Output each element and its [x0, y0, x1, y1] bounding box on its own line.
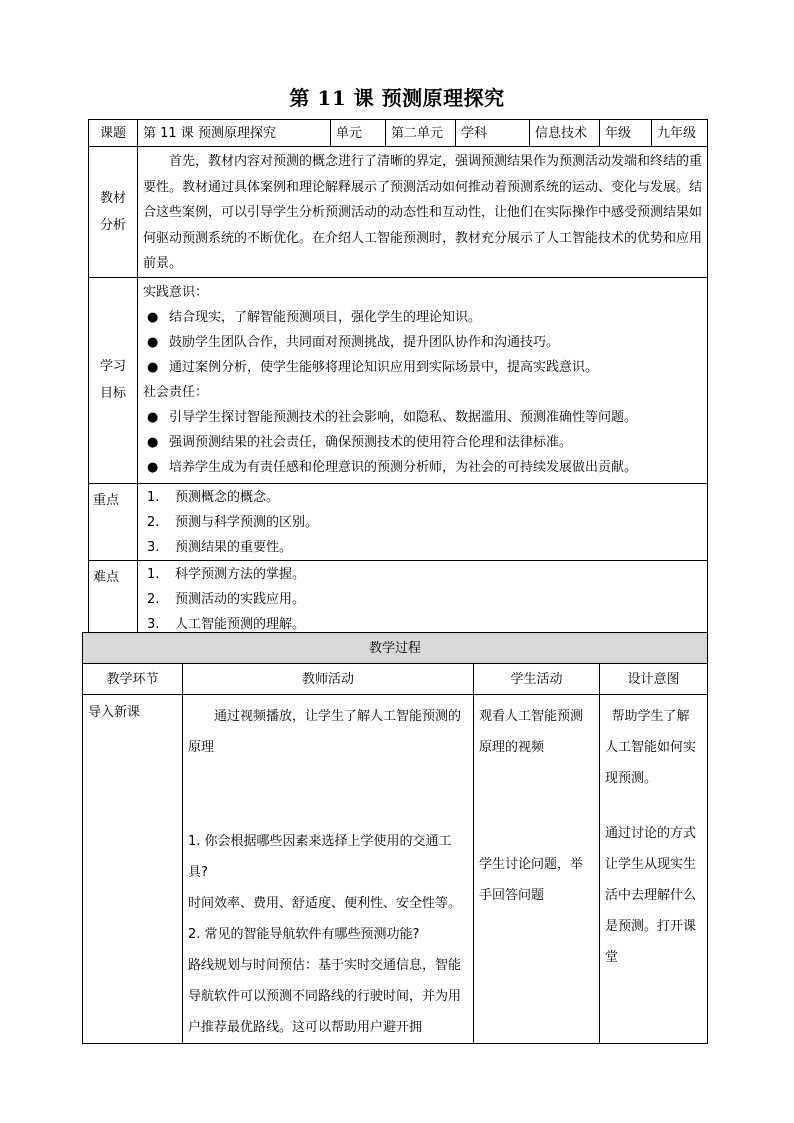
- teaching-process-table: [82, 632, 708, 1044]
- student-activity-2: 学生讨论问题，举手回答问题: [479, 857, 584, 903]
- goals-row: [89, 277, 708, 483]
- spacer: [605, 794, 702, 818]
- practice-item: ● 鼓励学生团队合作，共同面对预测挑战，提升团队协作和沟通技巧。: [143, 330, 702, 355]
- analysis-text: 首先，教材内容对预测的概念进行了清晰的界定，强调预测结果作为预测活动发端和终结的重要性。教材通过具体案例和理论解释展示了预测活动如何推动着预测系统的运动、变化与发展。结合这些案例，可以引导学生分析预测活动的动态性和互动性，让他们在实际操作中感受预测结果如何驱动预测系统的不断优化。在介绍人工智能预测时，教材充分展示了人工智能技术的优势和应用前景。: [143, 154, 703, 271]
- process-title: 教学过程: [83, 633, 708, 664]
- lesson-info-table: [88, 119, 708, 638]
- teacher-question-2: 2. 常见的智能导航软件有哪些预测功能?: [188, 927, 420, 942]
- social-item: ● 引导学生探讨智能预测技术的社会影响，如隐私、数据滥用、预测准确性等问题。: [143, 405, 702, 430]
- bullet-icon: ●: [147, 309, 159, 325]
- difficulty-item: 2. 预测活动的实践应用。: [147, 591, 306, 607]
- difficulties-row: [89, 560, 708, 637]
- process-title-row: [83, 633, 708, 664]
- goals-label-2: 目标: [99, 386, 126, 401]
- spacer: [479, 763, 594, 849]
- key-point-item: 3. 预测结果的重要性。: [147, 539, 293, 555]
- grade-label: 年级: [600, 120, 652, 147]
- topic-label: 课题: [89, 120, 138, 147]
- student-activity-1: 观看人工智能预测原理的视频: [479, 709, 584, 755]
- social-item: ● 强调预测结果的社会责任，确保预测技术的使用符合伦理和法律标准。: [143, 430, 702, 455]
- key-point-item: 2. 预测与科学预测的区别。: [147, 514, 319, 530]
- analysis-label: [89, 147, 138, 278]
- topic-value: 第 11 课 预测原理探究: [138, 120, 331, 147]
- info-row: [89, 120, 708, 147]
- analysis-label-2: 分析: [99, 217, 126, 233]
- bullet-icon: ●: [147, 334, 159, 350]
- process-header-row: [83, 664, 708, 695]
- social-item: ● 培养学生成为有责任感和伦理意识的预测分析师，为社会的可持续发展做出贡献。: [143, 455, 702, 480]
- subject-label: 学科: [456, 120, 530, 147]
- spacer: [188, 763, 468, 826]
- bullet-icon: ●: [147, 359, 159, 375]
- difficulties-label: 难点: [89, 560, 138, 637]
- goals-label-1: 学习: [99, 359, 126, 374]
- header-teacher: 教师活动: [183, 664, 474, 695]
- process-row: [83, 695, 708, 1044]
- key-points-row: [89, 483, 708, 560]
- practice-item: ● 结合现实，了解智能预测项目，强化学生的理论知识。: [143, 305, 702, 330]
- teacher-activity-cell: [183, 695, 474, 1044]
- intent-2: 通过讨论的方式让学生从现实生活中去理解什么是预测。打开课堂: [605, 826, 697, 965]
- teacher-answer-1: 时间效率、费用、舒适度、便利性、安全性等。: [188, 896, 462, 911]
- intent-cell: [600, 695, 708, 1044]
- teacher-question-1: 1. 你会根据哪些因素来选择上学使用的交通工具?: [188, 834, 452, 880]
- practice-title: 实践意识：: [143, 284, 209, 300]
- stage-cell: 导入新课: [83, 695, 183, 1044]
- student-activity-cell: [474, 695, 600, 1044]
- unit-value: 第二单元: [386, 120, 456, 147]
- difficulty-item: 3. 人工智能预测的理解。: [147, 616, 306, 632]
- subject-value: 信息技术: [530, 120, 600, 147]
- header-intent: 设计意图: [600, 664, 708, 695]
- bullet-icon: ●: [147, 409, 159, 425]
- key-points-label: 重点: [89, 483, 138, 560]
- analysis-row: [89, 147, 708, 278]
- bullet-icon: ●: [147, 459, 159, 475]
- teacher-answer-2: 路线规划与时间预估：基于实时交通信息，智能导航软件可以预测不同路线的行驶时间，并为用户推荐最优路线。这可以帮助用户避开拥: [188, 958, 462, 1035]
- social-title: 社会责任：: [143, 384, 209, 400]
- intent-1: 帮助学生了解人工智能如何实现预测。: [605, 709, 697, 786]
- practice-item: ● 通过案例分析，使学生能够将理论知识应用到实际场景中，提高实践意识。: [143, 355, 702, 380]
- header-student: 学生活动: [474, 664, 600, 695]
- difficulty-item: 1. 科学预测方法的掌握。: [147, 566, 306, 582]
- key-point-item: 1. 预测概念的概念。: [147, 489, 280, 505]
- teacher-intro: 通过视频播放，让学生了解人工智能预测的原理: [188, 709, 462, 755]
- analysis-label-1: 教材: [99, 190, 126, 206]
- header-stage: 教学环节: [83, 664, 183, 695]
- unit-label: 单元: [331, 120, 386, 147]
- page-title: 第 11 课 预测原理探究: [289, 86, 505, 110]
- goals-label: [89, 277, 138, 483]
- bullet-icon: ●: [147, 434, 159, 450]
- grade-value: 九年级: [652, 120, 708, 147]
